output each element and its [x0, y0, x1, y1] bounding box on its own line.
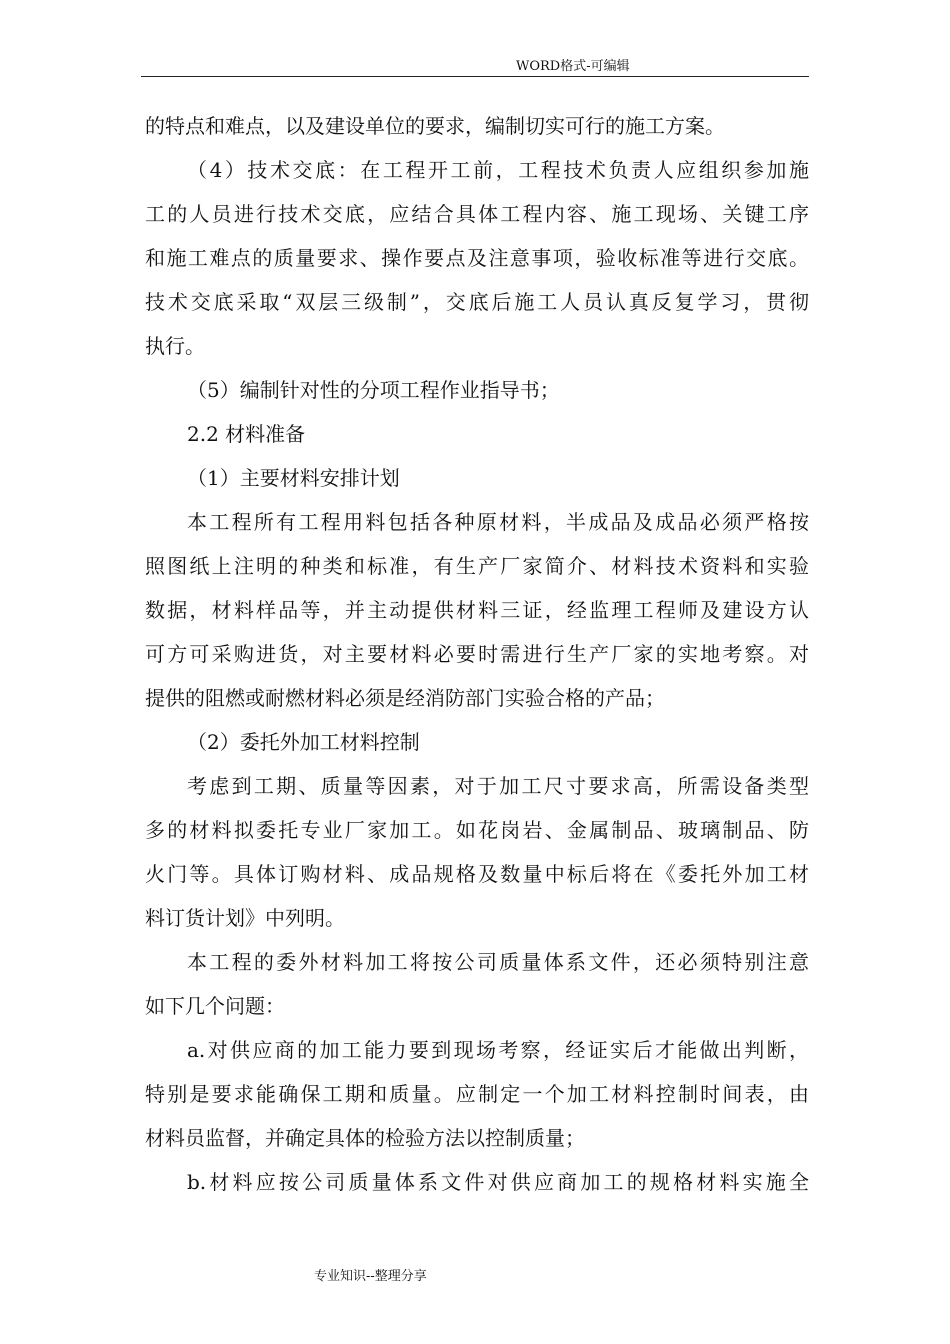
text-line: 本工程的委外材料加工将按公司质量体系文件，还必须特别注意 — [187, 950, 809, 974]
text-line: 2.2 材料准备 — [187, 422, 306, 446]
document-body — [145, 104, 809, 1204]
text-line: b.材料应按公司质量体系文件对供应商加工的规格材料实施全 — [187, 1170, 809, 1194]
text-line: 提供的阻燃或耐燃材料必须是经消防部门实验合格的产品； — [145, 686, 665, 710]
text-line: a.对供应商的加工能力要到现场考察，经证实后才能做出判断， — [187, 1038, 809, 1062]
text-line: 特别是要求能确保工期和质量。应制定一个加工材料控制时间表，由 — [145, 1082, 809, 1106]
text-line: 考虑到工期、质量等因素，对于加工尺寸要求高，所需设备类型 — [187, 774, 809, 798]
text-line: 照图纸上注明的种类和标准，有生产厂家简介、材料技术资料和实验 — [145, 554, 809, 578]
text-line: （2）委托外加工材料控制 — [187, 730, 420, 754]
text-line: 如下几个问题： — [145, 994, 285, 1018]
page-footer: 专业知识--整理分享 — [314, 1269, 427, 1284]
text-line: 执行。 — [145, 334, 205, 358]
text-line: 火门等。具体订购材料、成品规格及数量中标后将在《委托外加工材 — [145, 862, 809, 886]
text-line: 可方可采购进货，对主要材料必要时需进行生产厂家的实地考察。对 — [145, 642, 809, 666]
text-line: 材料员监督，并确定具体的检验方法以控制质量； — [145, 1126, 585, 1150]
text-line: （5）编制针对性的分项工程作业指导书； — [187, 378, 560, 402]
text-line: 本工程所有工程用料包括各种原材料，半成品及成品必须严格按 — [187, 510, 809, 534]
text-line: 工的人员进行技术交底，应结合具体工程内容、施工现场、关键工序 — [145, 202, 809, 226]
text-line: 多的材料拟委托专业厂家加工。如花岗岩、金属制品、玻璃制品、防 — [145, 818, 809, 842]
page-header — [141, 58, 809, 76]
text-line: （4）技术交底：在工程开工前，工程技术负责人应组织参加施 — [187, 158, 809, 182]
header-rule — [141, 76, 809, 77]
text-line: （1）主要材料安排计划 — [187, 466, 400, 490]
text-line: 和施工难点的质量要求、操作要点及注意事项，验收标准等进行交底。 — [145, 246, 809, 270]
text-line: 数据，材料样品等，并主动提供材料三证，经监理工程师及建设方认 — [145, 598, 809, 622]
text-line: 技术交底采取“双层三级制”，交底后施工人员认真反复学习，贯彻 — [145, 290, 809, 314]
text-line: 料订货计划》中列明。 — [145, 906, 345, 930]
header-text: WORD格式-可编辑 — [516, 59, 630, 74]
text-line: 的特点和难点，以及建设单位的要求，编制切实可行的施工方案。 — [145, 114, 725, 138]
